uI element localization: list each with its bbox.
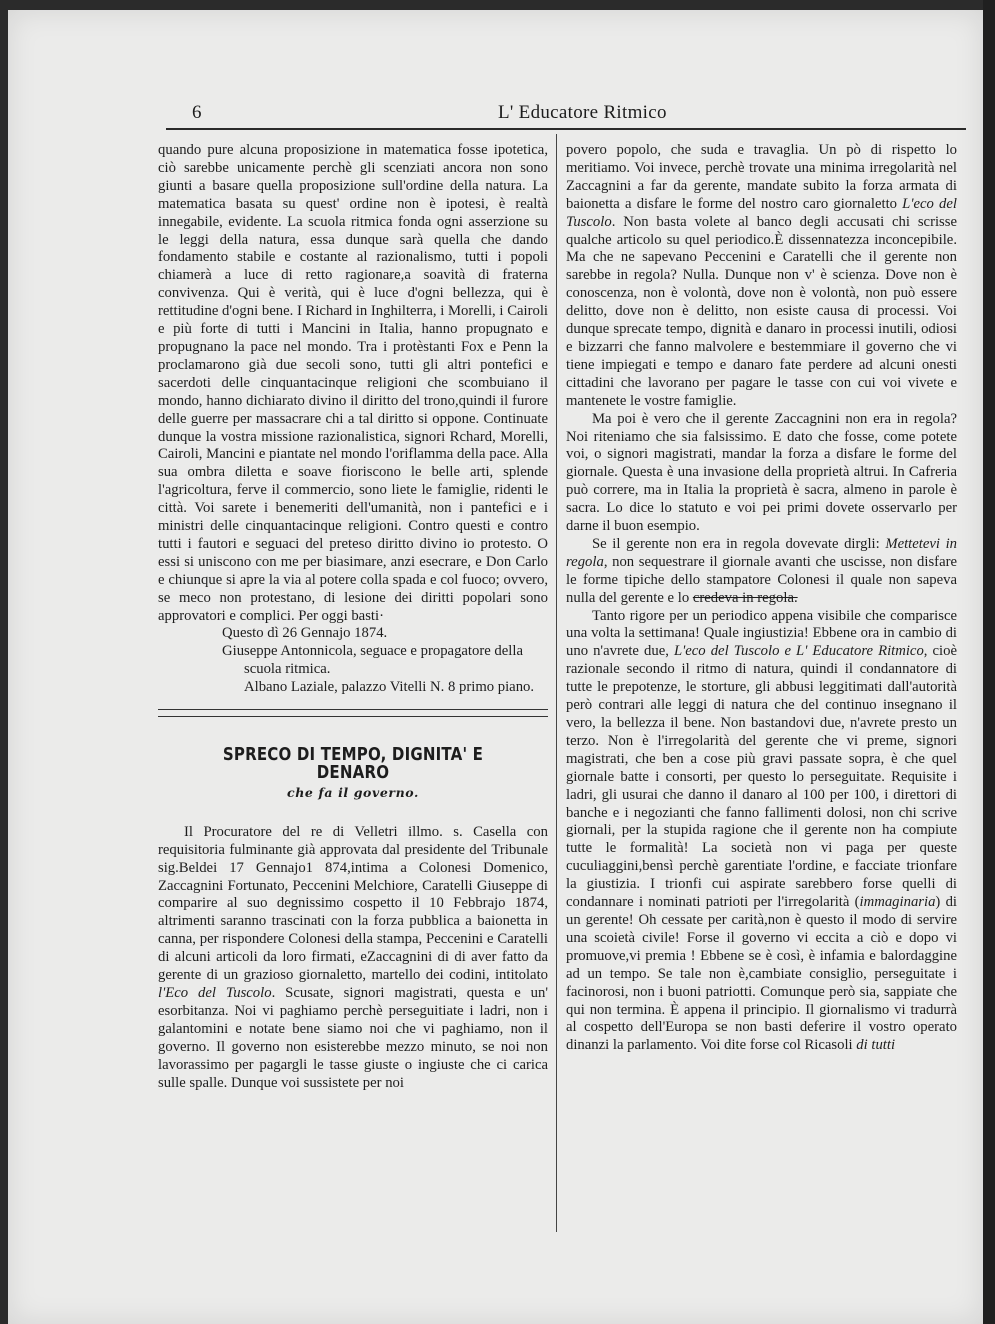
text-run: Tanto rigore per un periodico appena visibile che comparisce una volta la settimana! Quale ingiustizia! Ebbene ora in cambio di uno n'avrete due,: [566, 607, 957, 660]
italic-text: L'eco del Tuscolo: [566, 195, 957, 230]
body-paragraph: [566, 536, 957, 608]
left-column: [158, 142, 548, 1092]
right-column: [566, 142, 957, 1055]
header-rule: [166, 128, 966, 130]
text-run: , non sequestrare il giornale avanti che uscisse, non disfare le forme tipiche dello stampatore Colonesi il quale non sapeva nulla del gerente e lo: [566, 553, 957, 606]
body-paragraph: [158, 824, 548, 1093]
signature-line: scuola ritmica.: [244, 661, 331, 678]
italic-text: Mettetevi in regola: [566, 535, 958, 570]
italic-text: l'Eco del Tuscolo: [158, 984, 272, 1001]
italic-text: L'eco del Tuscolo e L' Educatore Ritmico: [673, 643, 924, 660]
text-run: povero popolo, che suda e travaglia. Un pò di rispetto lo meritiamo. Voi invece, perchè trovate una minima irregolarità nel Zaccagnini a far da gerente, mandate subito la forza armata di baionetta a disfare le forme del nostro caro giornaletto: [566, 142, 957, 212]
page-header: [180, 102, 970, 126]
article-title: SPRECO DI TEMPO, DIGNITA' E DENARO: [222, 745, 484, 783]
newspaper-page: [8, 10, 983, 1324]
italic-text: di tutti: [856, 1037, 896, 1054]
text-run: . Scusate, signori magistrati, questa e un' esorbitanza. Noi vi paghiamo perchè perseguitiate i ladri, non i galantomini e notate bene siamo noi che vi paghiamo, non il governo. Il governo non esisterebbe mezzo minuto, se noi non lavorassimo per pagargli le tasse giuste o ingiuste che ci carica sulle spalle. Dunque voi sussistete per noi: [158, 984, 548, 1091]
italic-text: immaginaria: [859, 894, 936, 911]
text-run: ) di un gerente! Oh cessate per carità,non è questo il modo di servire una scoietà civile! Forse il governo vi eccita a ciò e dopo vi promuove,vi premia ! Ebbene se è così, è infamia e balordaggine ad un tempo. Se tale non è,cambiate consiglio, perseguitate i facinorosi, non i buoni patriotti. Comunque però sia, sappiate che qui non termina. È appena il principio. Il giornalismo vi tradurrà al cospetto dell'Europa se non basti deferire il vostro operato dinanzi la parlamento. Voi dite forse col Ricasoli: [566, 894, 957, 1054]
text-run: . Non basta volete al banco degli accusati chi scrisse qualche articolo su quel periodico.È dissennatezza inconcepibile. Ma che ne sapevano Peccenini e Caratelli che il gerente non sarebbe in regola? Nulla. Dunque non v' è scienza. Dove non è conoscenza, non è volontà, dove non è volontà, non può essere delitto, dove non è delitto, non esiste causa di processi. Voi dunque sprecate tempo, dignità e danaro in processi inutili, odiosi e bizzarri che fanno malvolere e bestemmiare il governo che vi tiene impiegati e tempo e danaro fate perdere ad alcuni onesti cittadini che lavorano per pagare le tasse con cui voi vivete e mantenete le vostre famiglie.: [566, 213, 957, 409]
date-line: Questo dì 26 Gennajo 1874.: [222, 625, 388, 642]
body-paragraph: [566, 608, 957, 1056]
column-divider: [556, 134, 557, 1232]
signature: [158, 643, 548, 679]
text-run: Il Procuratore del re di Velletri illmo. s. Casella con requisitoria fulminante già approvata dal presidente del Tribunale sig.Beldei 17 Gennajo1 874,intima a Colonesi Domenico, Zaccagnini Fortunato, Peccenini Melchiore, Caratelli Giuseppe di comparire al suo degnissimo cospetto il 10 Febbrajo 1874, altrimenti saranno trascinati con la forza pubblica a baionetta in canna, per rispondere Colonesi della stampa, Peccenini e Caratelli di alcuni articoli da loro firmati, eZaccagnini di di aver fatto da gerente di un grazioso giornaletto, martello dei codini, intitolato: [158, 823, 548, 984]
page-number: 6: [192, 102, 202, 123]
body-paragraph: Ma poi è vero che il gerente Zaccagnini non era in regola? Noi riteniamo che sia falsissimo. E dato che fosse, come potete voi, o signori magistrati, mandar la forza a disfare le forme del giornale. Questa è una invasione della proprietà altrui. In Cafreria può correre, ma in Italia la proprietà è sacra, almeno in parole è sacra. Lo dice lo statuto e voi pei primi dovete osservarlo per darne il buon esempio.: [566, 410, 957, 535]
body-paragraph: [566, 142, 957, 411]
section-divider: [158, 709, 548, 717]
signature-line: Giuseppe Antonnicola, seguace e propagatore della: [222, 643, 523, 660]
journal-title: L' Educatore Ritmico: [498, 102, 667, 123]
address-line: Albano Laziale, palazzo Vitelli N. 8 primo piano.: [244, 679, 535, 696]
struck-text: credeva in regola.: [692, 589, 798, 606]
body-paragraph: quando pure alcuna proposizione in matematica fosse ipotetica, ciò sarebbe unicamente perchè gli scenziati ancora non sono giunti a basare quella proposizione sull'ordine della natura. La matematica basata su quest' ordine non è ipotesi, è realtà innegabile, evidente. La scuola ritmica fonda ogni asserzione su le leggi della natura, essa dunque sarà quella che dando fondamento stabile e costante al razionalismo, tutti i popoli chiamerà a luce di retto ragionare,a soavità di fraterna convivenza. Qui è verità, qui è luce d'ogni bellezza, qui è rettitudine d'ogni bene. I Richard in Inghilterra, i Morelli, i Cairoli e più forte di tutti i Mancini in Italia, hanno propugnato e propugnano la pace nel mondo. Tra i protèstanti Fox e Penn la proclamarono già due secoli sono, tutti gli altri pontefici e sacerdoti delle cinquantacinque religioni che scombuiano il mondo, hanno dichiarato divino il diritto del trono,quindi il furore delle guerre per massacrare chi a tal diritto si oppone. Continuate dunque la vostra missione razionalistica, signori Rchard, Morelli, Cairoli, Mancini e piantate nel mondo l'oriflamma della pace. Alla sua ombra diletta e soave fioriscono le belle arti, splende l'agricoltura, ferve il commercio, sono liete le famiglie, ridenti le città. Voi sarete i benemeriti dell'umanità, non i pantefici e i ministri delle cinquantacinque religioni. Contro questi e contro tutti i fautori e seguaci del preteso diritto divino io protesto. O essi si uniscono con me per biasimare, anzi esecrare, e Don Carlo e chiunque si apre la via al potere colla spada e col fuoco; ovvero, se meco non protestano, di lesione dei diritti popolari sono approvatori e complici. Per oggi basti·: [158, 142, 548, 624]
scan-edge: [983, 0, 995, 1324]
text-run: , cioè razionale secondo il ritmo di natura, quindi il condannatore di tutte le prepotenze, le storture, gli abbusi leggitimati dall'autorità però contrari alle leggi di natura che del continuo insegnano il vero, la bellezza il bene. Non bastandovi due, n'avrete presto un terzo. Non è l'irregolarità del gerente che vi preme, signori magistrati, che ben a cose più gravi passate sopra, è che quel giornale batte i consorti, per questo lo perseguitate. Requisite i ladri, gli usurai che danno il danaro al 100 per 100, i direttori di banche e i negozianti che fanno fallimenti dolosi, non chi scrive giornali, per la stupida ragione che il gerente non ha compiute tutte le formalità! La società non vi paga per queste cuculiaggini,bensì perchè garentiate l'ordine, e facciate trionfare la giustizia. I trionfi cui aspirate sarebbero forse quelli di condannare i nominati patrioti per l'irregolarità (: [566, 643, 957, 911]
text-run: Se il gerente non era in regola dovevate dirgli:: [592, 535, 886, 552]
article-subtitle: che fa il governo.: [287, 784, 419, 800]
